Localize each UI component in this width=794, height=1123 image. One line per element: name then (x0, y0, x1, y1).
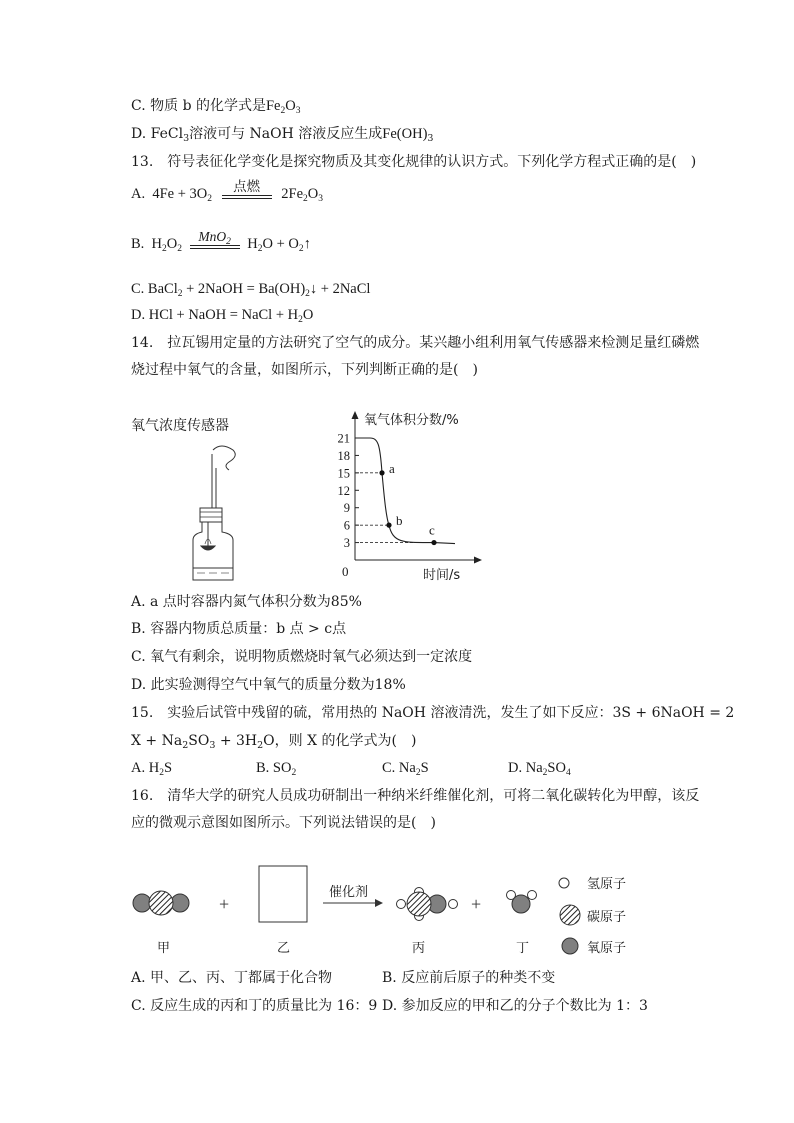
apparatus-figure (185, 440, 265, 585)
y-axis-arrow-icon (352, 411, 359, 419)
formula-fe2o3: $Fe_2O_3$ (265, 98, 301, 116)
q15-option-a: A. $H_2S$ (131, 760, 173, 778)
chart-ticks (338, 432, 360, 551)
molecule-water (507, 891, 537, 914)
q14-stem-line2: 烧过程中氧气的含量，如图所示，下列判断正确的是( ) (131, 362, 478, 378)
stopper (200, 508, 222, 522)
q12-option-d: D. FeCl$_3$溶液可与 NaOH 溶液反应生成$Fe(OH)_3$ (131, 126, 434, 144)
x-axis-arrow-icon (474, 557, 482, 564)
q13-option-a: A. $4Fe + 3O_2$ 点燃 $2Fe_2O_3$ (131, 178, 323, 204)
q13-option-b: B. $H_2O_2$ MnO$_2$ $H_2O$ + $O_2↑$ (131, 228, 311, 254)
q14-option-b: B. 容器内物质总质量：b 点 > c点 (131, 621, 347, 637)
molecule-methanol (397, 888, 458, 921)
oxygen-legend-icon (562, 938, 578, 954)
plus-sign-2: + (471, 894, 482, 914)
q15-option-d: D. $Na_2SO_4$ (508, 760, 571, 778)
q16-stem-line2: 应的微观示意图如图所示。下列说法错误的是( ) (131, 815, 436, 831)
chart-origin: 0 (342, 564, 349, 579)
condition-mno2: MnO$_2$ (190, 229, 240, 249)
legend-carbon: 碳原子 (587, 910, 627, 925)
point-label-c: c (429, 522, 435, 538)
q14-option-a: A. a 点时容器内氮气体积分数为85% (131, 594, 362, 610)
q16-option-c: C. 反应生成的丙和丁的质量比为 16：9 (131, 998, 378, 1014)
q16-option-a: A. 甲、乙、丙、丁都属于化合物 (131, 970, 333, 986)
q15-option-b: B. $SO_2$ (256, 760, 297, 778)
y-tick-label-21: 21 (337, 431, 350, 446)
chart-points (379, 461, 436, 545)
q14-stem-line1: 14. 拉瓦锡用定量的方法研究了空气的成分。某兴趣小组利用氧气传感器来检测足量红磷燃 (131, 335, 700, 351)
point-b (386, 523, 391, 528)
catalyst-label: 催化剂 (329, 885, 369, 900)
label-ding: 丁 (516, 941, 530, 956)
unknown-box (259, 866, 307, 922)
chart-curve-line (355, 438, 455, 544)
q13-option-c: C. BaCl$_2$ + 2NaOH = $Ba(OH)_2↓$ + 2NaCl (131, 281, 371, 299)
reaction-diagram (125, 858, 655, 966)
q12-option-c: C. 物质 b 的化学式是$Fe_2O_3$ (131, 98, 301, 116)
label-yi: 乙 (277, 941, 291, 956)
carbon-legend-icon (560, 905, 580, 925)
q15-stem-line1: 15. 实验后试管中残留的硫，常用热的 NaOH 溶液清洗，发生了如下反应：3S + 6NaOH = 2 (131, 705, 735, 721)
q14-option-c: C. 氧气有剩余，说明物质燃烧时氧气必须达到一定浓度 (131, 649, 473, 665)
y-tick-label-9: 9 (343, 501, 350, 516)
point-label-b: b (396, 513, 403, 529)
bottle (193, 522, 233, 580)
y-tick-label-18: 18 (337, 448, 350, 463)
point-c (431, 540, 436, 545)
q16-option-b: B. 反应前后原子的种类不变 (382, 970, 556, 986)
point-label-a: a (389, 460, 395, 476)
q16-stem-line1: 16. 清华大学的研究人员成功研制出一种纳米纤维催化剂，可将二氧化碳转化为甲醇，该反 (131, 788, 700, 804)
oxygen-chart (320, 405, 500, 585)
q15-option-c: C. $Na_2S$ (382, 760, 429, 778)
chart-x-label: 时间/s (423, 568, 461, 583)
hydrogen-legend-icon (559, 878, 569, 888)
y-tick-label-12: 12 (337, 483, 350, 498)
q16-option-d: D. 参加反应的甲和乙的分子个数比为 1：3 (382, 998, 648, 1014)
q15-stem-line2: $X + Na_2SO_3 + 3H_2O$，则 X 的化学式为( ) (131, 733, 417, 751)
sensor-label: 氧气浓度传感器 (131, 418, 229, 434)
chart-title: 氧气体积分数/% (364, 413, 459, 428)
y-tick-label-15: 15 (337, 466, 350, 481)
q13-option-d: D. HCl + NaOH = NaCl + $H_2O$ (131, 307, 314, 325)
molecule-co2 (133, 891, 189, 915)
chart-guides (355, 473, 434, 543)
plus-sign: + (219, 894, 230, 914)
label-bing: 丙 (412, 941, 426, 956)
legend-hydrogen: 氢原子 (587, 877, 627, 892)
reaction-arrow-icon (375, 899, 383, 907)
chart-axes (352, 411, 483, 564)
sensor-cable (213, 446, 235, 470)
condition-ignite: 点燃 (222, 179, 272, 199)
label-jia: 甲 (157, 941, 171, 956)
q14-option-d: D. 此实验测得空气中氧气的质量分数为18% (131, 677, 406, 693)
y-tick-label-6: 6 (343, 518, 350, 533)
legend-oxygen: 氧原子 (587, 941, 627, 956)
q13-stem: 13. 符号表征化学变化是探究物质及其变化规律的认识方式。下列化学方程式正确的是( ) (131, 154, 697, 170)
y-tick-label-3: 3 (343, 536, 350, 551)
point-a (379, 470, 384, 475)
